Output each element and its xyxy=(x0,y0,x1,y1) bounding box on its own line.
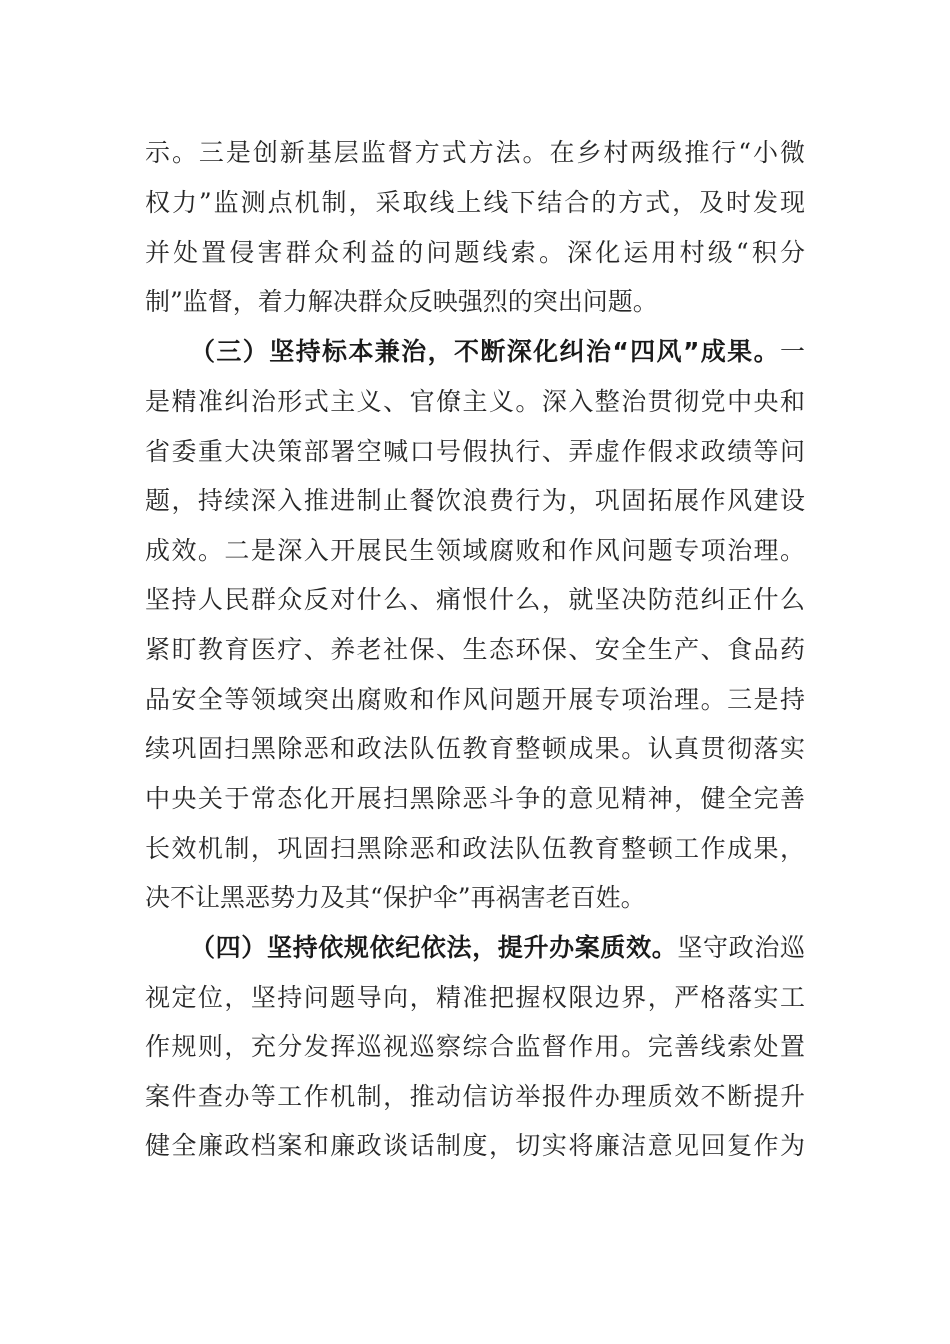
text-line: 省委重大决策部署空喊口号假执行、弄虚作假求政绩等问 xyxy=(145,437,805,466)
text-line: 案件查办等工作机制，推动信访举报件办理质效不断提升 xyxy=(145,1082,805,1111)
text-line: 品安全等领域突出腐败和作风问题开展专项治理。三是持 xyxy=(145,685,805,714)
text-line: 成效。二是深入开展民生领域腐败和作风问题专项治理。 xyxy=(145,536,805,565)
text-line: 中央关于常态化开展扫黑除恶斗争的意见精神，健全完善 xyxy=(145,784,805,813)
text-run: 一 xyxy=(779,337,805,366)
text-line: 权力”监测点机制，采取线上线下结合的方式，及时发现 xyxy=(145,188,805,217)
text-line: 决不让黑恶势力及其“保护伞”再祸害老百姓。 xyxy=(145,883,646,912)
section-heading: （三）坚持标本兼治，不断深化纠治“四风”成果。 xyxy=(190,337,780,366)
text-line: 紧盯教育医疗、养老社保、生态环保、安全生产、食品药 xyxy=(145,635,805,664)
text-line: 题，持续深入推进制止餐饮浪费行为，巩固拓展作风建设 xyxy=(145,486,805,515)
section-heading-line xyxy=(190,327,805,377)
section-heading: （四）坚持依规依纪依法，提升办案质效。 xyxy=(190,933,678,962)
section-heading-line xyxy=(190,923,805,973)
text-line: 长效机制，巩固扫黑除恶和政法队伍教育整顿工作成果， xyxy=(145,834,805,863)
text-line: 续巩固扫黑除恶和政法队伍教育整顿成果。认真贯彻落实 xyxy=(145,734,805,763)
text-line: 制”监督，着力解决群众反映强烈的突出问题。 xyxy=(145,287,658,316)
text-line: 并处置侵害群众利益的问题线索。深化运用村级“积分 xyxy=(145,238,805,267)
text-run: 坚守政治巡 xyxy=(677,933,805,962)
text-line: 坚持人民群众反对什么、痛恨什么，就坚决防范纠正什么 xyxy=(145,585,805,614)
text-line: 健全廉政档案和廉政谈话制度，切实将廉洁意见回复作为 xyxy=(145,1131,805,1160)
text-line: 视定位，坚持问题导向，精准把握权限边界，严格落实工 xyxy=(145,983,805,1012)
text-line: 是精准纠治形式主义、官僚主义。深入整治贯彻党中央和 xyxy=(145,387,805,416)
text-line: 示。三是创新基层监督方式方法。在乡村两级推行“小微 xyxy=(145,138,805,167)
text-line: 作规则，充分发挥巡视巡察综合监督作用。完善线索处置 xyxy=(145,1032,805,1061)
